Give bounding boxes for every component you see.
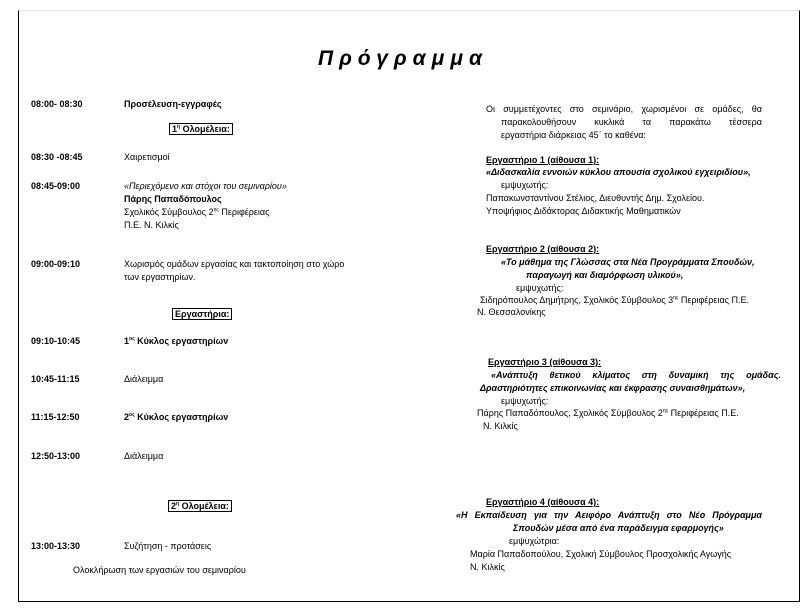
workshop-1-title: «Διδασκαλία εννοιών κύκλου απουσία σχολικού εγχειριδίου», — [486, 167, 751, 177]
break-2-text: Διάλειμμα — [124, 451, 164, 461]
plenary-1-number: 1 — [172, 124, 178, 134]
workshop-3-animator-label: εμψυχωτής: — [501, 396, 549, 406]
workshop-2-title-2: παραγωγή και διαμόρφωση υλικού», — [526, 270, 684, 280]
arrival-time: 08:00- 08:30 — [31, 99, 83, 109]
discussion-text: Συζήτηση - προτάσεις — [124, 541, 212, 551]
content-role: Σχολικός Σύμβουλος $2^{\eta\varsigma}$ Περιφέρειας — [124, 207, 270, 217]
cycle-1-time: 09:10-10:45 — [31, 336, 81, 346]
workshop-3-title-1: «Ανάπτυξη θετικού κλίματος στη δυναμική της ομάδας. — [491, 370, 781, 380]
content-area: Π.Ε. Ν. Κιλκίς — [124, 220, 179, 230]
greetings-text: Χαιρετισμοί — [124, 152, 170, 162]
greetings-time: 08:30 -08:45 — [31, 152, 83, 162]
workshop-4-heading: Εργαστήριο 4 (αίθουσα 4): — [486, 497, 600, 507]
cycle-2-time: 11:15-12:50 — [31, 412, 80, 422]
workshop-1-animator-label: εμψυχωτής: — [501, 180, 549, 190]
workshop-3-title-2: Δραστηριότητες επικοινωνίας και έκφρασης συναισθημάτων», — [480, 383, 746, 393]
workshop-4-area: Ν. Κιλκίς — [470, 562, 505, 572]
content-speaker: Πάρης Παπαδόπουλος — [124, 194, 222, 204]
plenary-2-sup: η — [176, 501, 180, 507]
closing-text: Ολοκλήρωση των εργασιών του σεμιναρίου — [73, 565, 246, 575]
workshop-1-role: Υποψήφιος Διδάκτορας Διδακτικής Μαθηματικών — [486, 206, 681, 216]
page-title: Πρόγραμμα — [318, 47, 489, 70]
workshops-header: Εργαστήρια: — [172, 309, 232, 320]
grouping-line-2: των εργαστηρίων. — [124, 272, 196, 282]
workshop-2-area: Ν. Θεσσαλονίκης — [477, 307, 546, 317]
workshop-2-heading: Εργαστήριο 2 (αίθουσα 2): — [486, 244, 600, 254]
workshop-4-animator-label: εμψυχώτρια: — [509, 536, 560, 546]
content-time: 08:45-09:00 — [31, 181, 81, 191]
break-1-time: 10:45-11:15 — [31, 374, 80, 384]
workshop-2-animator-label: εμψυχωτής: — [516, 283, 564, 293]
workshop-3-person: Πάρης Παπαδόπουλος, Σχολικός Σύμβουλος $2^{\eta\varsigma}$ Περιφέρειας Π.Ε. — [477, 408, 739, 418]
workshop-4-title-2: Σπουδών μέσα από ένα παράδειγμα εφαρμογής» — [513, 523, 724, 533]
discussion-time: 13:00-13:30 — [31, 541, 81, 551]
content-title: «Περιεχόμενο και στόχοι του σεμιναρίου» — [124, 181, 287, 191]
workshop-1-heading: Εργαστήριο 1 (αίθουσα 1): — [486, 155, 600, 165]
workshop-4-person: Μαρία Παπαδοπούλου, Σχολική Σύμβουλος Προσχολικής Αγωγής — [470, 549, 732, 559]
grouping-time: 09:00-09:10 — [31, 259, 81, 269]
workshop-2-person: Σιδηρόπουλος Δημήτρης, Σχολικός Σύμβουλος $3^{\eta\varsigma}$ Περιφέρειας Π.Ε. — [480, 295, 749, 305]
plenary-1-header — [169, 124, 233, 135]
intro-line-3: εργαστήρια διάρκειας 45΄ το καθένα: — [501, 130, 646, 140]
cycle-1-text: $1^{o\varsigma}$ Κύκλος εργαστηρίων — [124, 336, 229, 346]
plenary-1-sup: η — [177, 124, 181, 130]
workshop-2-title-1: «Το μάθημα της Γλώσσας στα Νέα Προγράμματα Σπουδών, — [501, 257, 755, 267]
plenary-2-number: 2 — [171, 501, 177, 511]
plenary-1-label: Ολομέλεια: — [182, 124, 230, 134]
break-1-text: Διάλειμμα — [124, 374, 164, 384]
break-2-time: 12:50-13:00 — [31, 451, 81, 461]
intro-line-2: παρακολουθήσουν κυκλικά τα παρακάτω τέσσερα — [501, 117, 762, 127]
plenary-2-label: Ολομέλεια: — [181, 501, 229, 511]
plenary-2-header — [168, 501, 232, 512]
arrival-text: Προσέλευση-εγγραφές — [124, 99, 222, 109]
intro-line-1: Οι συμμετέχοντες στο σεμινάριο, χωρισμένοι σε ομάδες, θα — [486, 104, 762, 114]
cycle-2-text: $2^{o\varsigma}$ Κύκλος εργαστηρίων — [124, 412, 229, 422]
workshop-3-heading: Εργαστήριο 3 (αίθουσα 3): — [488, 357, 602, 367]
grouping-line-1: Χωρισμός ομάδων εργασίας και τακτοποίηση στο χώρο — [124, 259, 345, 269]
workshop-4-title-1: «Η Εκπαίδευση για την Αειφόρο Ανάπτυξη στο Νέο Πρόγραμμα — [456, 510, 762, 520]
workshop-3-area: Ν. Κιλκίς — [483, 421, 518, 431]
workshop-1-person: Παπακωνσταντίνου Στέλιος, Διευθυντής Δημ. Σχολείου. — [486, 193, 705, 203]
